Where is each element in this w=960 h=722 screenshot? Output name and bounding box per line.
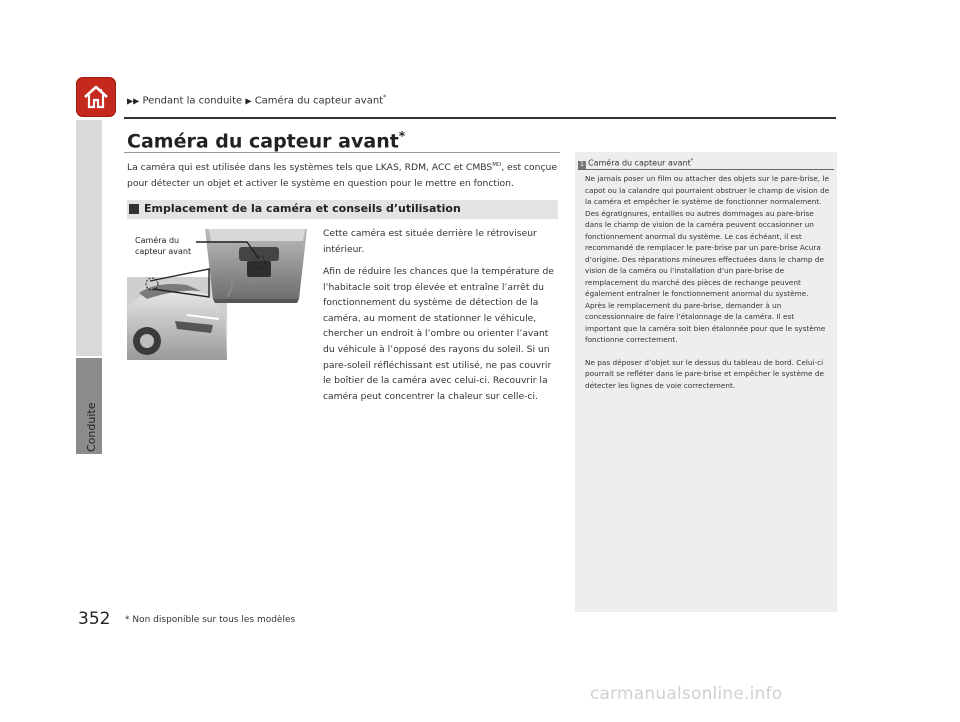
windshield-detail-image — [205, 229, 307, 303]
side-note-box — [575, 152, 837, 612]
breadcrumb-arrow-icon: ▶▶ — [127, 96, 140, 106]
home-icon — [82, 83, 110, 111]
callout-label-line2: capteur avant — [135, 247, 192, 256]
side-note-divider — [578, 169, 834, 170]
page-number: 352 — [78, 609, 111, 629]
home-button[interactable] — [76, 77, 116, 117]
side-note-header — [578, 158, 693, 169]
side-note-text-3: Après le remplacement du pare-brise, demander à un concessionnaire de faire l’étalonnage de la caméra. Il est important que la caméra soit bien étalonnée pour que le système fonctionne correctement. — [585, 300, 826, 344]
watermark: carmanualsonline.info — [590, 684, 783, 704]
breadcrumb-level2[interactable]: Caméra du capteur avant — [254, 95, 384, 107]
breadcrumb-level1[interactable]: Pendant la conduite — [142, 95, 243, 107]
side-note-body — [585, 173, 831, 391]
callout-label-line1: Caméra du — [135, 236, 180, 245]
section-title: Emplacement de la caméra et conseils d’utilisation — [144, 202, 461, 215]
page-title — [127, 129, 405, 152]
footnote-text: Non disponible sur tous les modèles — [132, 615, 296, 625]
note-link-icon[interactable]: 1 — [578, 161, 586, 169]
side-note-title: Caméra du capteur avant — [588, 158, 691, 168]
title-divider — [124, 152, 560, 153]
footnote — [125, 615, 295, 625]
breadcrumb-arrow-icon: ▶ — [245, 96, 252, 106]
page-title-text: Caméra du capteur avant — [127, 130, 399, 153]
intro-text-2: , est conçue pour détecter un objet et activer le système en question pour le mettre en fonction. — [127, 162, 558, 190]
usage-tips-paragraph: Afin de réduire les chances que la température de l’habitacle soit trop élevée et entraîne l’arrêt du fonctionnement du système de détection de la caméra, au moment de stationner le véhicule, chercher un endroit à l’ombre ou orienter l’avant du véhicule à l’opposé des rayons du soleil. Si un pare-soleil réfléchissant est utilisé, ne pas couvrir le boîtier de la caméra avec celui-ci. Recouvrir la caméra peut concentrer la chaleur sur celle-ci. — [323, 266, 554, 402]
intro-text-1: La caméra qui est utilisée dans les systèmes tels que LKAS, RDM, ACC et CMBS — [127, 162, 493, 174]
breadcrumb — [127, 94, 386, 106]
header-divider — [124, 117, 836, 119]
intro-paragraph — [127, 157, 567, 192]
camera-location-illustration — [127, 229, 307, 360]
page-title-asterisk: * — [398, 129, 406, 143]
side-note-text-2: Des égratignures, entailles ou autres dommages au pare-brise dans le champ de vision de la caméra peuvent occasionner un fonctionnement anormal du système. Le cas échéant, il est recommandé de remplacer le pare-brise par un pare-brise Acura d’origine. Des réparations mineures effectuées dans le champ de vision de la caméra ou l’installation d’un pare-brise de remplacement du marché des pièces de rechange peuvent également entraîner le fonctionnement anormal du système. — [585, 208, 824, 298]
chapter-tab-strip — [76, 120, 102, 356]
section-square-icon — [129, 204, 139, 214]
breadcrumb-asterisk: * — [383, 94, 387, 101]
side-note-asterisk: * — [690, 158, 694, 164]
chapter-label: Conduite — [85, 402, 98, 452]
side-note-text-1: Ne jamais poser un film ou attacher des objets sur le pare-brise, le capot ou la calandre qui pourraient obstruer le champ de vision de la caméra et empêcher le système de fonctionner normalement. — [585, 174, 830, 206]
footnote-asterisk: * — [125, 615, 130, 625]
location-paragraph: Cette caméra est située derrière le rétroviseur intérieur. — [323, 228, 537, 255]
trademark-mark: MD — [492, 162, 502, 168]
side-note-text-4: Ne pas déposer d’objet sur le dessus du tableau de bord. Celui-ci pourrait se refléter dans le pare-brise et empêcher le système de détecter les lignes de voie correctement. — [585, 357, 824, 390]
section-header — [127, 200, 558, 219]
